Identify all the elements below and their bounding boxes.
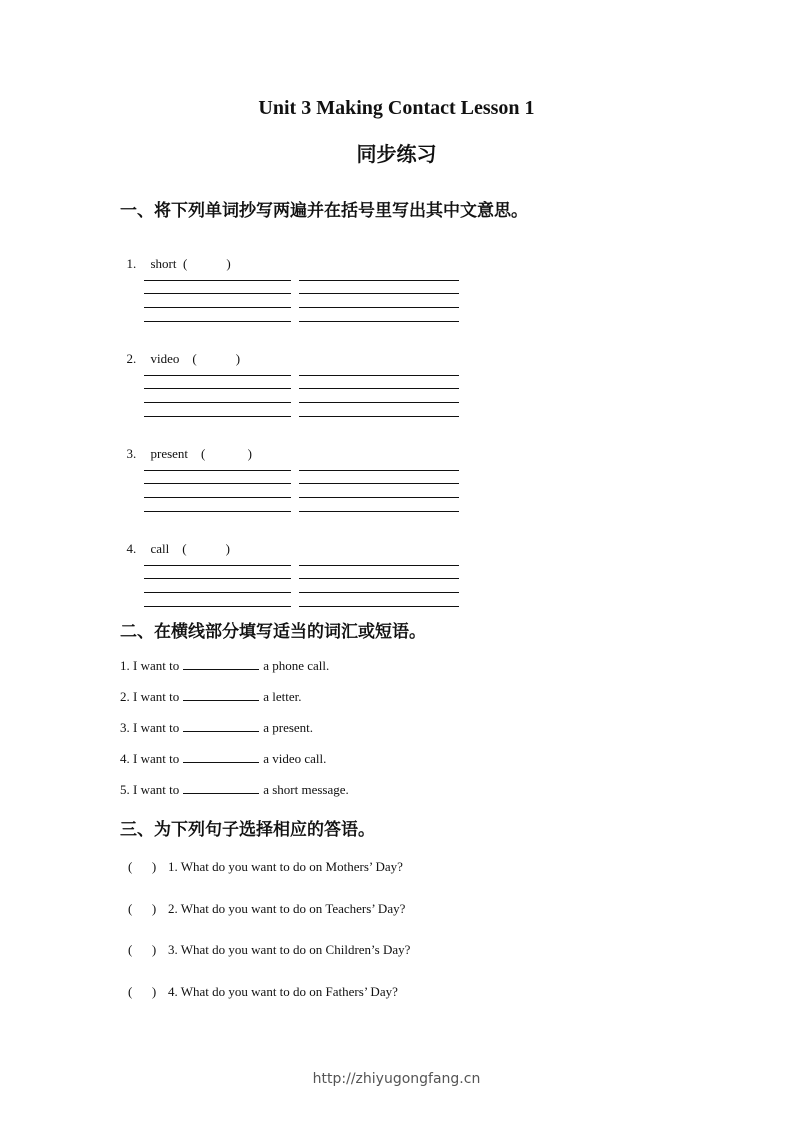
word: present	[150, 446, 189, 461]
word: call	[150, 541, 170, 556]
fill-blank-item	[120, 657, 329, 674]
item-number: 2.	[126, 351, 137, 366]
sentence-suffix: a short message.	[263, 782, 349, 797]
answer-paren[interactable]: ( )	[128, 942, 157, 957]
answer-paren[interactable]: ( )	[128, 859, 157, 874]
fill-blank-item	[120, 688, 301, 705]
sentence-prefix: 1. I want to	[120, 658, 180, 673]
sentence-prefix: 2. I want to	[120, 689, 180, 704]
answer-paren[interactable]: ( )	[128, 901, 157, 916]
answer-blank[interactable]	[183, 750, 259, 763]
sentence-prefix: 4. I want to	[120, 751, 180, 766]
word-item	[120, 240, 231, 272]
sentence-prefix: 5. I want to	[120, 782, 180, 797]
answer-blank[interactable]	[183, 657, 259, 670]
sentence-suffix: a letter.	[263, 689, 302, 704]
section3-heading: 三、为下列句子选择相应的答语。	[120, 820, 375, 840]
question-text: 4. What do you want to do on Fathers’ Day?	[168, 984, 398, 999]
section1-heading: 一、将下列单词抄写两遍并在括号里写出其中文意思。	[120, 201, 528, 221]
answer-blank[interactable]	[183, 719, 259, 732]
question-item	[128, 901, 405, 917]
answer-paren[interactable]: ( )	[128, 984, 157, 999]
word-item	[120, 335, 240, 367]
page-title: Unit 3 Making Contact Lesson 1	[258, 97, 535, 119]
fill-blank-item	[120, 750, 326, 767]
word-item	[120, 430, 252, 462]
sentence-suffix: a phone call.	[263, 658, 330, 673]
answer-paren[interactable]: ( )	[182, 541, 230, 556]
answer-blank[interactable]	[183, 688, 259, 701]
answer-blank[interactable]	[183, 781, 259, 794]
word: short	[150, 256, 177, 271]
sentence-prefix: 3. I want to	[120, 720, 180, 735]
page-subtitle: 同步练习	[356, 142, 437, 166]
section2-heading: 二、在横线部分填写适当的词汇或短语。	[120, 622, 426, 642]
question-item	[128, 942, 410, 958]
fill-blank-item	[120, 719, 313, 736]
sentence-suffix: a video call.	[263, 751, 327, 766]
answer-paren[interactable]: ( )	[192, 351, 241, 366]
sentence-suffix: a present.	[263, 720, 314, 735]
question-text: 1. What do you want to do on Mothers’ Day?	[168, 859, 403, 874]
question-item	[128, 984, 398, 1000]
fill-blank-item	[120, 781, 349, 798]
item-number: 1.	[126, 256, 137, 271]
question-item	[128, 859, 403, 875]
item-number: 4.	[126, 541, 137, 556]
question-text: 3. What do you want to do on Children’s Day?	[168, 942, 411, 957]
item-number: 3.	[126, 446, 137, 461]
answer-paren[interactable]: ( )	[201, 446, 252, 461]
footer-url[interactable]: http://zhiyugongfang.cn	[312, 1071, 481, 1087]
question-text: 2. What do you want to do on Teachers’ Day?	[168, 901, 406, 916]
word-item	[120, 525, 230, 557]
answer-paren[interactable]: ( )	[183, 256, 231, 271]
word: video	[150, 351, 180, 366]
